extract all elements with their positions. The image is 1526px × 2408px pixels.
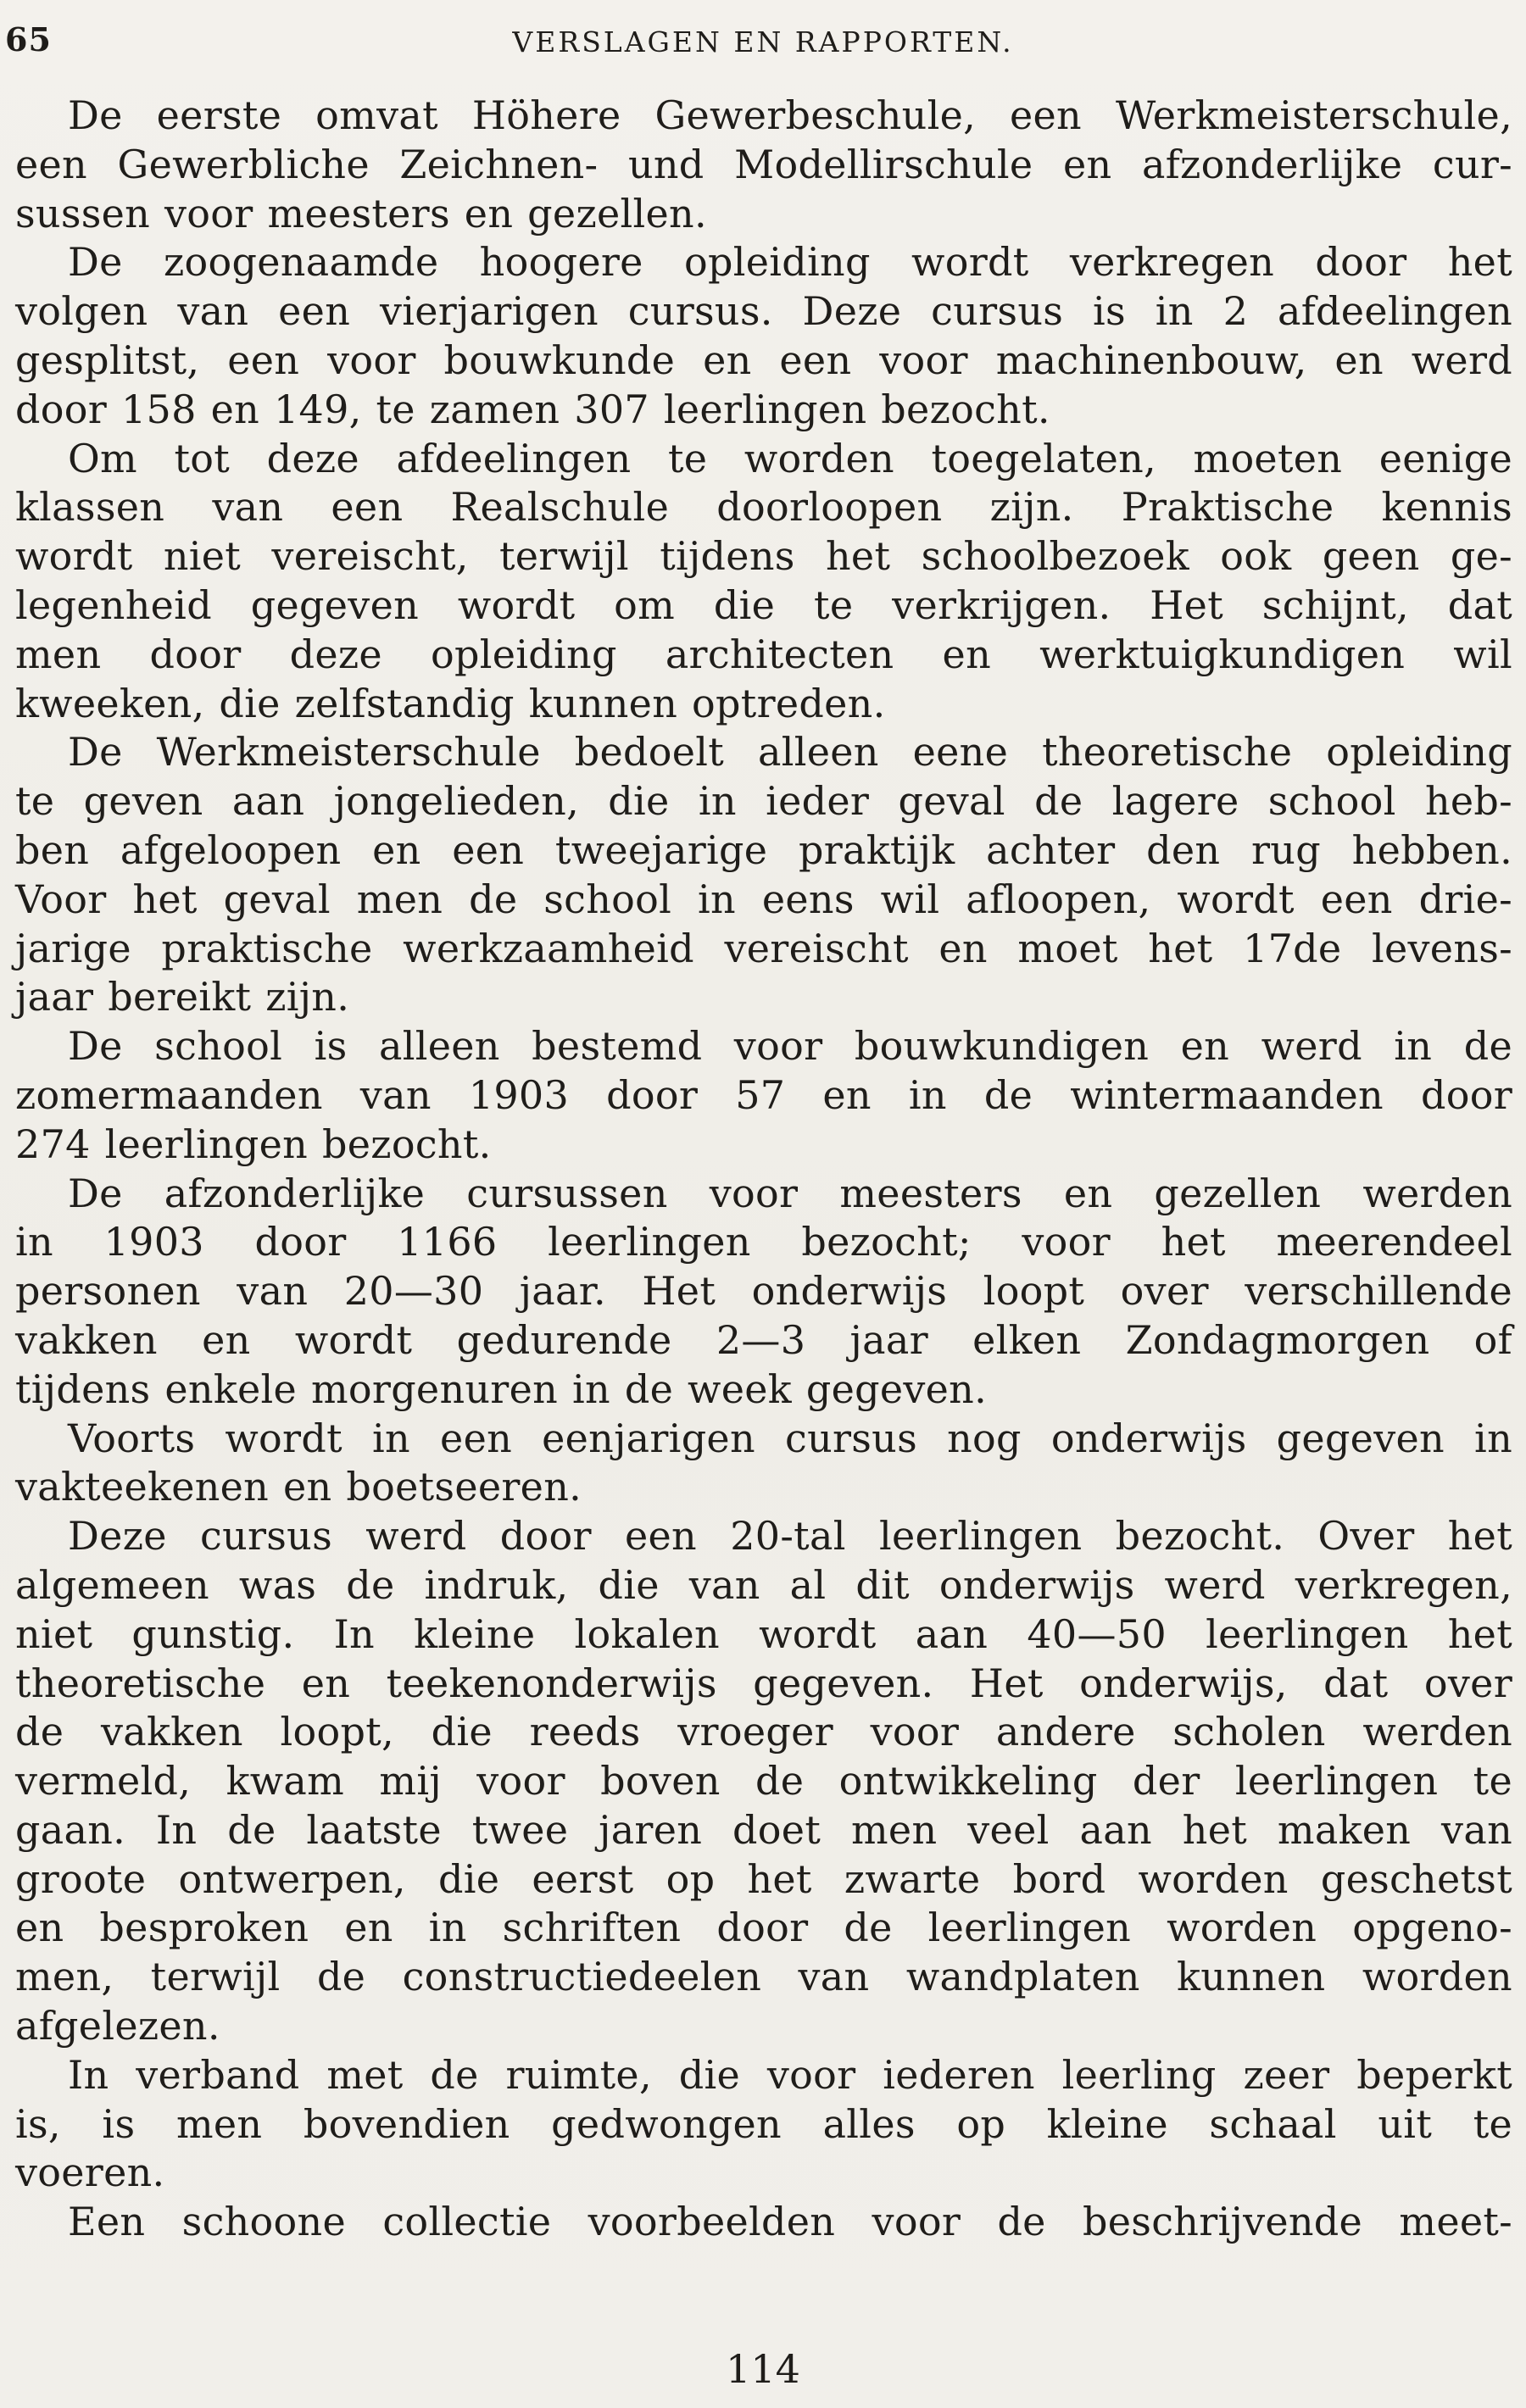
text-line: theoretische en teekenonderwijs gegeven. Het onderwijs, dat over [15, 1660, 1512, 1706]
text-line: jarige praktische werkzaamheid vereischt en moet het 17de levens- [15, 925, 1512, 971]
text-line: zomermaanden van 1903 door 57 en in de wintermaanden door [15, 1071, 1512, 1118]
text-line: is, is men bovendien gedwongen alles op kleine schaal uit te [15, 2100, 1512, 2147]
text-line: door 158 en 149, te zamen 307 leerlingen bezocht. [15, 386, 1050, 432]
text-line: tijdens enkele morgenuren in de week gegeven. [15, 1365, 988, 1412]
text-line: legenheid gegeven wordt om die te verkrijgen. Het schijnt, dat [15, 581, 1512, 628]
text-line: de vakken loopt, die reeds vroeger voor andere scholen werden [15, 1709, 1512, 1755]
page-footer [0, 2346, 1526, 2392]
running-title: VERSLAGEN EN RAPPORTEN. [512, 25, 1014, 58]
text-line: algemeen was de indruk, die van al dit onderwijs werd verkregen, [15, 1561, 1512, 1608]
text-line: klassen van een Realschule doorloopen zijn. Praktische kennis [15, 484, 1512, 531]
text-line: 274 leerlingen bezocht. [15, 1121, 492, 1167]
text-line: De zoogenaamde hoogere opleiding wordt verkregen door het [68, 239, 1512, 286]
text-line: groote ontwerpen, die eerst op het zwarte bord worden geschetst [15, 1855, 1512, 1902]
text-line: voeren. [15, 2149, 165, 2196]
text-line: vakteekenen en boetseeren. [15, 1464, 582, 1510]
text-line: sussen voor meesters en gezellen. [15, 190, 707, 236]
signature-mark: 114 [726, 2346, 800, 2392]
text-line: Deze cursus werd door een 20-tal leerlingen bezocht. Over het [68, 1513, 1512, 1560]
text-line: vakken en wordt gedurende 2—3 jaar elken Zondagmorgen of [15, 1316, 1512, 1363]
text-line: afgelezen. [15, 2003, 220, 2049]
text-line: gaan. In de laatste twee jaren doet men veel aan het maken van [15, 1806, 1512, 1853]
text-line: Om tot deze afdeelingen te worden toegelaten, moeten eenige [68, 435, 1512, 481]
text-line: kweeken, die zelfstandig kunnen optreden. [15, 680, 886, 726]
text-line: Voorts wordt in een eenjarigen cursus nog onderwijs gegeven in [68, 1415, 1512, 1461]
text-line: Een schoone collectie voorbeelden voor de beschrijvende meet- [68, 2199, 1512, 2245]
text-line: De eerste omvat Höhere Gewerbeschule, een Werkmeisterschule, [68, 92, 1512, 138]
text-line: vermeld, kwam mij voor boven de ontwikkeling der leerlingen te [15, 1758, 1512, 1805]
text-line: en besproken en in schriften door de leerlingen worden opgeno- [15, 1905, 1512, 1951]
text-line: wordt niet vereischt, terwijl tijdens het schoolbezoek ook geen ge- [15, 533, 1512, 580]
text-line: In verband met de ruimte, die voor iederen leerling zeer beperkt [68, 2051, 1512, 2098]
text-line: in 1903 door 1166 leerlingen bezocht; voor het meerendeel [15, 1219, 1512, 1265]
text-line: men door deze opleiding architecten en werktuigkundigen wil [15, 631, 1512, 677]
body-text [15, 92, 1512, 2247]
text-line: volgen van een vierjarigen cursus. Deze cursus is in 2 afdeelingen [15, 288, 1512, 335]
text-line: ben afgeloopen en een tweejarige praktijk achter den rug hebben. [15, 826, 1512, 873]
text-line: De Werkmeisterschule bedoelt alleen eene theoretische opleiding [68, 729, 1512, 776]
text-line: Voor het geval men de school in eens wil afloopen, wordt een drie- [15, 876, 1512, 922]
text-line: een Gewerbliche Zeichnen- und Modellirschule en afzonderlijke cur- [15, 141, 1512, 187]
text-line: De school is alleen bestemd voor bouwkundigen en werd in de [68, 1023, 1512, 1070]
text-line: jaar bereikt zijn. [15, 974, 350, 1020]
text-line: men, terwijl de constructiedeelen van wandplaten kunnen worden [15, 1954, 1512, 2000]
text-line: niet gunstig. In kleine lokalen wordt aan 40—50 leerlingen het [15, 1610, 1512, 1657]
text-line: gesplitst, een voor bouwkunde en een voor machinenbouw, en werd [15, 336, 1512, 383]
text-line: te geven aan jongelieden, die in ieder geval de lagere school heb- [15, 778, 1512, 825]
page-header [0, 17, 1526, 59]
text-line: De afzonderlijke cursussen voor meesters en gezellen werden [68, 1170, 1512, 1216]
text-line: personen van 20—30 jaar. Het onderwijs loopt over verschillende [15, 1268, 1512, 1315]
page-number: 65 [5, 20, 52, 58]
